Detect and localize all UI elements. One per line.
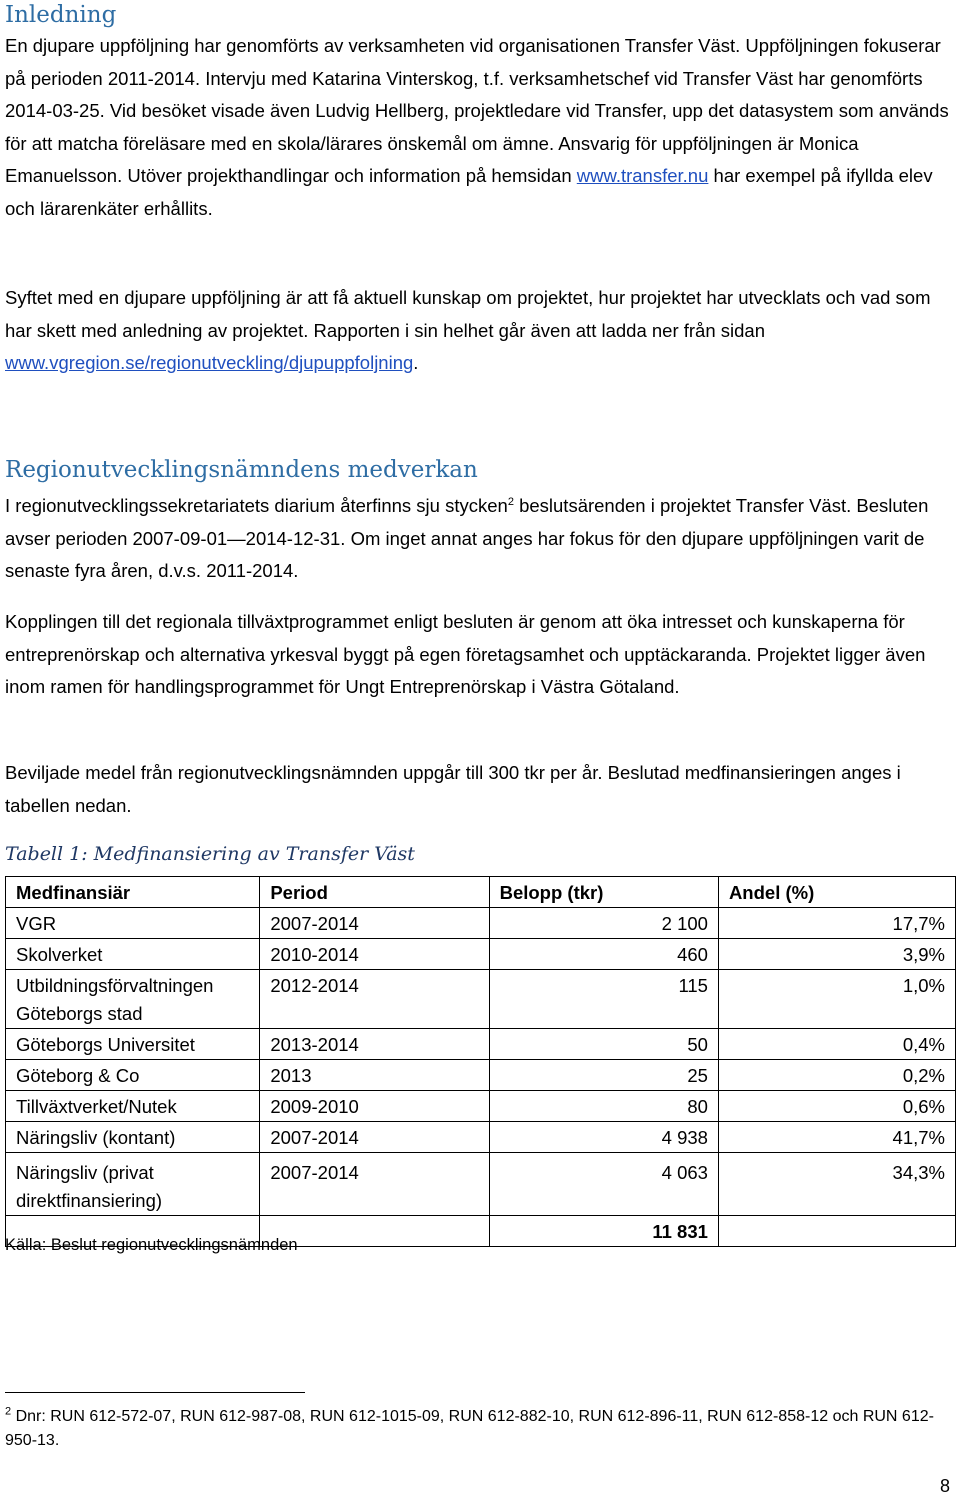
cell-period: 2013: [260, 1060, 489, 1091]
vgregion-link[interactable]: www.vgregion.se/regionutveckling/djupuppfoljning: [5, 352, 414, 373]
header-belopp: Belopp (tkr): [489, 877, 718, 908]
cell-financier: VGR: [6, 908, 260, 939]
intro-text-a: En djupare uppföljning har genomförts av verksamheten vid organisationen Transfer Väst. Uppföljningen fokuserar på perioden 2011-2014. Intervju med Katarina Vinterskog, t.f. verksamhetschef vid Transfer Väst har genomförts 2014-03-25. Vid besöket visade även Ludvig Hellberg, projektledare vid Transfer, upp det datasystem som används för att matcha föreläsare med en skola/lärares önskemål om ämne. Ansvarig för uppföljningen är Monica Emanuelsson. Utöver projekthandlingar och information på hemsidan: [5, 35, 949, 186]
purpose-text-b: .: [413, 352, 419, 373]
cell-share: 0,6%: [718, 1091, 955, 1122]
footnote-divider: [5, 1392, 305, 1393]
cell-financier: Näringsliv (kontant): [6, 1122, 260, 1153]
diarium-text-a: I regionutvecklingssekretariatets diarium återfinns sju stycken: [5, 495, 508, 516]
cell-share: 41,7%: [718, 1122, 955, 1153]
cell-financier: Tillväxtverket/Nutek: [6, 1091, 260, 1122]
header-andel: Andel (%): [718, 877, 955, 908]
footnote-marker: 2: [5, 1405, 12, 1418]
cell-share: 1,0%: [718, 970, 955, 1029]
cell-amount: 2 100: [489, 908, 718, 939]
table-caption: Tabell 1: Medfinansiering av Transfer Väst: [5, 843, 415, 865]
table-row: [6, 1029, 956, 1060]
cell-share: 3,9%: [718, 939, 955, 970]
table-row: [6, 1091, 956, 1122]
table-row: [6, 908, 956, 939]
cell-financier: Näringsliv (privat direktfinansiering): [6, 1153, 260, 1216]
cell-amount: 460: [489, 939, 718, 970]
cell-amount: 50: [489, 1029, 718, 1060]
cell-period: 2007-2014: [260, 908, 489, 939]
table-row: [6, 970, 956, 1029]
footnote-text: Dnr: RUN 612-572-07, RUN 612-987-08, RUN 612-1015-09, RUN 612-882-10, RUN 612-896-11, RUN 612-858-12 och RUN 612-950-13.: [5, 1408, 934, 1449]
transfer-link[interactable]: www.transfer.nu: [576, 165, 709, 186]
intro-paragraph-1: [5, 30, 955, 225]
cell-amount: 4 063: [489, 1153, 718, 1216]
section-heading-inledning: Inledning: [5, 2, 117, 28]
diarium-text-b: beslutsärenden i projektet Transfer Väst. Besluten avser perioden 2007-09-01—2014-12-31. Om inget annat anges har fokus för den djupare uppföljningen varit de senaste fyra åren, d.v.s. 2011-2014.: [5, 495, 929, 581]
purpose-text-a: Syftet med en djupare uppföljning är att få aktuell kunskap om projektet, hur projektet har utvecklats och vad som har skett med anledning av projektet. Rapporten i sin helhet går även att ladda ner från sidan: [5, 287, 931, 341]
cell-period: 2012-2014: [260, 970, 489, 1029]
cell-period: 2009-2010: [260, 1091, 489, 1122]
cell-amount: 115: [489, 970, 718, 1029]
section-heading-medverkan: Regionutvecklingsnämndens medverkan: [5, 457, 478, 483]
cell-share: 0,4%: [718, 1029, 955, 1060]
table-row: [6, 939, 956, 970]
table-row: [6, 1122, 956, 1153]
medverkan-paragraph-3: Beviljade medel från regionutvecklingsnämnden uppgår till 300 tkr per år. Beslutad medfinansieringen anges i tabellen nedan.: [5, 762, 901, 816]
table-row: [6, 1153, 956, 1216]
cell-financier: Skolverket: [6, 939, 260, 970]
medverkan-paragraph-1: [5, 490, 955, 588]
table-header-row: [6, 877, 956, 908]
cell-financier: Göteborg & Co: [6, 1060, 260, 1091]
cell-empty: [718, 1216, 955, 1247]
intro-paragraph-2: [5, 282, 955, 380]
financing-table: [5, 876, 956, 1247]
header-medfinansiar: Medfinansiär: [6, 877, 260, 908]
cell-period: 2010-2014: [260, 939, 489, 970]
cell-period: 2007-2014: [260, 1122, 489, 1153]
header-period: Period: [260, 877, 489, 908]
footnote: [5, 1405, 955, 1453]
cell-amount: 4 938: [489, 1122, 718, 1153]
footnote-ref[interactable]: 2: [507, 495, 514, 508]
table-source: Källa: Beslut regionutvecklingsnämnden: [5, 1236, 298, 1254]
cell-amount: 25: [489, 1060, 718, 1091]
cell-financier: Utbildningsförvaltningen Göteborgs stad: [6, 970, 260, 1029]
page-number: 8: [939, 1476, 950, 1496]
cell-period: 2007-2014: [260, 1153, 489, 1216]
cell-period: 2013-2014: [260, 1029, 489, 1060]
cell-share: 17,7%: [718, 908, 955, 939]
cell-share: 0,2%: [718, 1060, 955, 1091]
table-row: [6, 1060, 956, 1091]
medverkan-paragraph-2: Kopplingen till det regionala tillväxtprogrammet enligt besluten är genom att öka intresset och kunskaperna för entreprenörskap och alternativa yrkesval byggt på egen företagsamhet och upptäckaranda. Projektet ligger även inom ramen för handlingsprogrammet för Ungt Entreprenörskap i Västra Götaland.: [5, 611, 926, 697]
cell-amount: 80: [489, 1091, 718, 1122]
cell-financier: Göteborgs Universitet: [6, 1029, 260, 1060]
cell-share: 34,3%: [718, 1153, 955, 1216]
cell-total-amount: 11 831: [489, 1216, 718, 1247]
intro-text-b: har exempel på ifyllda elev och lärarenkäter erhållits.: [5, 165, 933, 219]
